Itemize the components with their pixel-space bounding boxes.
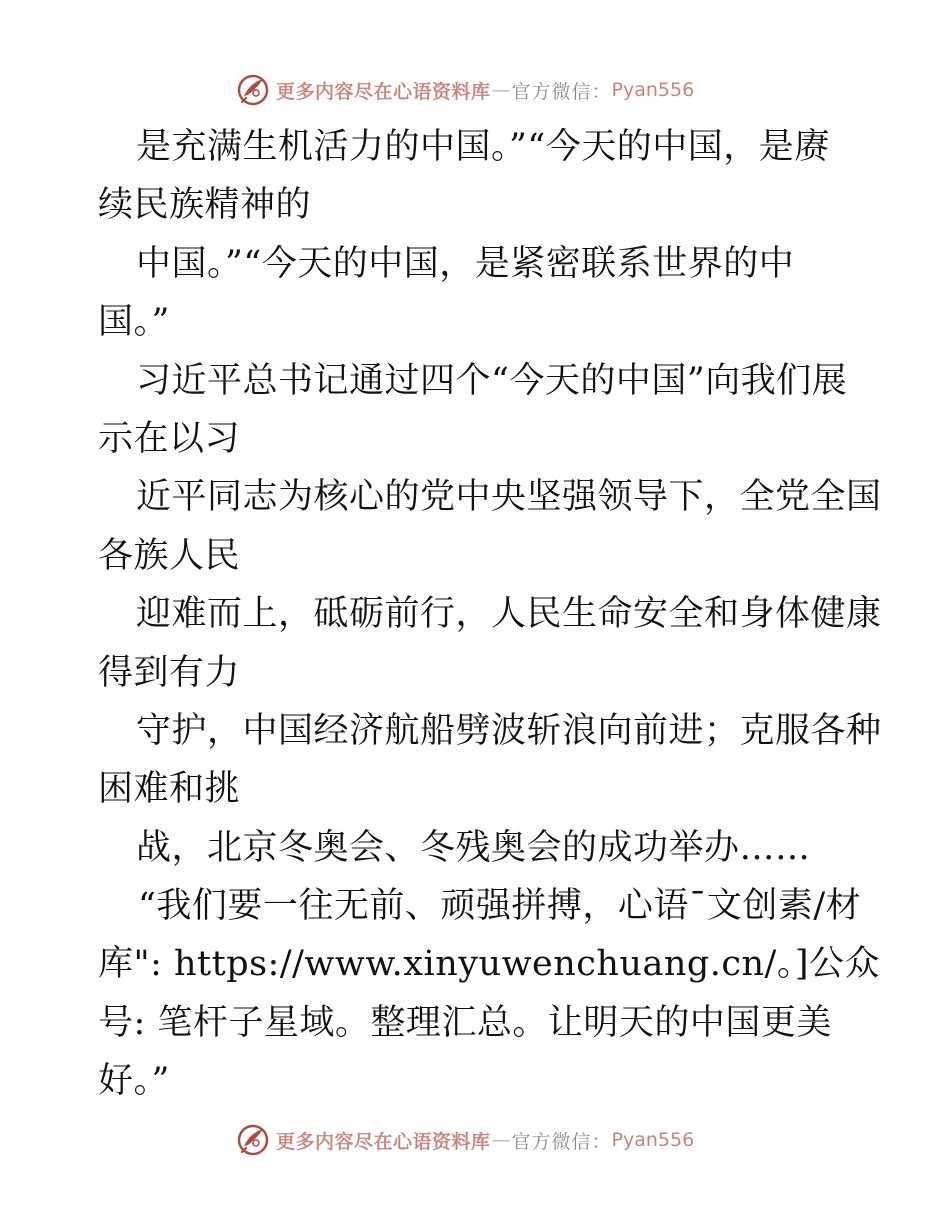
text-line: “我们要一往无前、顽强拼搏，心语¯文创素/材 — [138, 886, 862, 927]
banner-dash: — — [491, 1129, 511, 1151]
text-line: 困难和挑 — [98, 769, 241, 810]
banner-brand-text: 更多内容尽在心语资料库 — [276, 80, 491, 103]
quill-pen-logo-icon — [236, 1123, 270, 1157]
text-line: 近平同志为核心的党中央坚强领导下，全党全国 — [136, 477, 882, 518]
header-banner — [236, 72, 694, 108]
text-line: 习近平总书记通过四个“今天的中国”向我们展 — [136, 360, 848, 401]
text-line: 是充满生机活力的中国。”“今天的中国，是赓 — [136, 127, 830, 167]
body-text — [98, 118, 882, 1111]
banner-wechat-id: Pyan556 — [611, 79, 695, 101]
text-line: 国。” — [98, 302, 170, 343]
text-line: 好。” — [98, 1061, 170, 1102]
text-line: 续民族精神的 — [98, 185, 312, 226]
banner-wechat-id: Pyan556 — [611, 1129, 695, 1151]
banner-wechat-label: 官方微信： — [511, 1130, 612, 1153]
text-line: 示在以习 — [98, 418, 241, 459]
text-line: 号: 笔杆子星域。整理汇总。让明天的中国更美 — [98, 1002, 832, 1043]
text-line: 库": https://www.xinyuwenchuang.cn/。]公众 — [98, 944, 880, 985]
footer-banner — [236, 1122, 694, 1158]
banner-wechat-label: 官方微信： — [511, 80, 612, 103]
quill-pen-logo-icon — [236, 73, 270, 107]
text-line: 得到有力 — [98, 652, 241, 693]
banner-dash: — — [491, 79, 511, 101]
text-line: 守护，中国经济航船劈波斩浪向前进；克服各种 — [136, 710, 882, 751]
banner-brand-text: 更多内容尽在心语资料库 — [276, 1130, 491, 1153]
text-line: 迎难而上，砥砺前行，人民生命安全和身体健康 — [136, 594, 882, 635]
text-line: 战，北京冬奥会、冬残奥会的成功举办…… — [136, 827, 811, 868]
text-line: 中国。”“今天的中国，是紧密联系世界的中 — [136, 243, 795, 284]
text-line: 各族人民 — [98, 535, 241, 576]
